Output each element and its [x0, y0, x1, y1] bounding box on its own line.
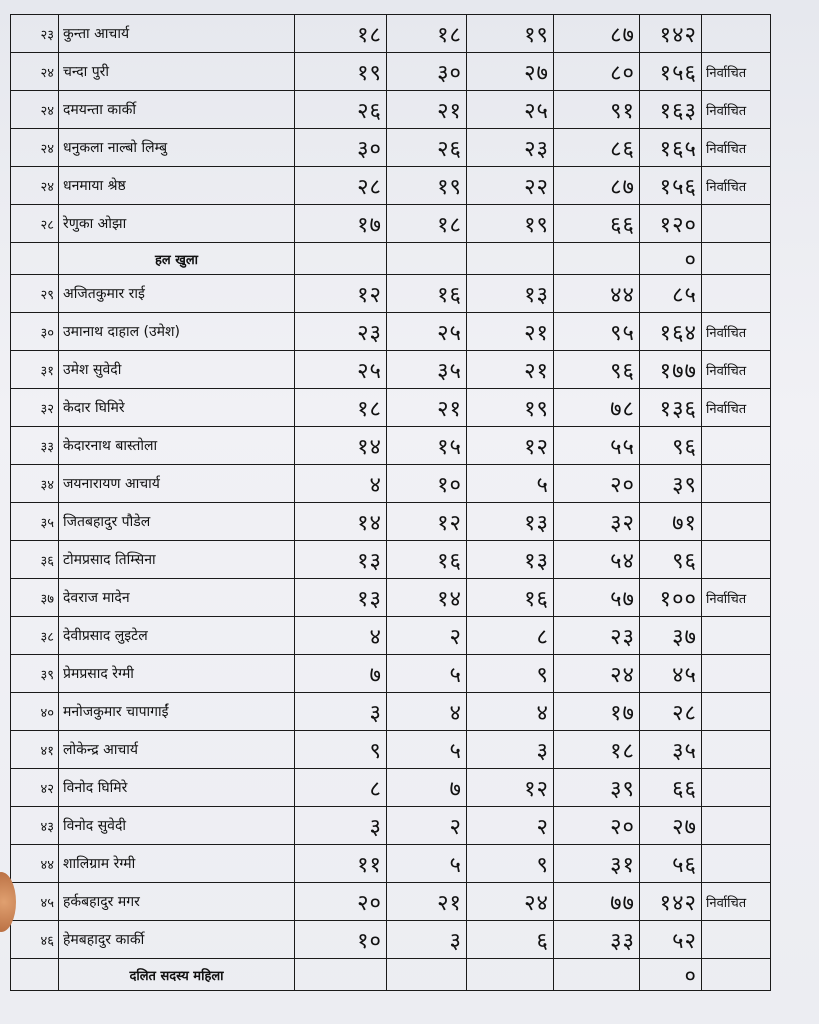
vote-count-2 [387, 243, 467, 275]
vote-count-4: २० [554, 807, 640, 845]
candidate-name: उमेश सुवेदी [59, 351, 295, 389]
election-status [702, 845, 771, 883]
election-status [702, 921, 771, 959]
vote-count-2: १९ [387, 167, 467, 205]
candidate-row [11, 503, 771, 541]
vote-count-1: १९ [295, 53, 387, 91]
vote-count-2: ३० [387, 53, 467, 91]
vote-total: २७ [640, 807, 702, 845]
vote-count-3: १२ [467, 769, 554, 807]
vote-count-1: ३ [295, 693, 387, 731]
vote-count-2: २१ [387, 389, 467, 427]
serial-number: ३५ [11, 503, 59, 541]
election-status [702, 617, 771, 655]
vote-count-1: ३ [295, 807, 387, 845]
election-status: निर्वाचित [702, 313, 771, 351]
serial-number: ३१ [11, 351, 59, 389]
serial-number: ४१ [11, 731, 59, 769]
candidate-name: हर्कबहादुर मगर [59, 883, 295, 921]
vote-count-4: २३ [554, 617, 640, 655]
vote-count-4: ८६ [554, 129, 640, 167]
vote-count-3: २ [467, 807, 554, 845]
vote-count-3: २२ [467, 167, 554, 205]
category-header-row [11, 243, 771, 275]
vote-count-2: ५ [387, 731, 467, 769]
vote-count-2: १५ [387, 427, 467, 465]
vote-total: १२० [640, 205, 702, 243]
vote-count-1: ४ [295, 465, 387, 503]
candidate-name: हेमबहादुर कार्की [59, 921, 295, 959]
election-status [702, 959, 771, 991]
vote-count-4: ९६ [554, 351, 640, 389]
election-status [702, 243, 771, 275]
vote-count-1: १८ [295, 389, 387, 427]
vote-total: १७७ [640, 351, 702, 389]
vote-total: ३५ [640, 731, 702, 769]
vote-total: ५२ [640, 921, 702, 959]
serial-number: ४४ [11, 845, 59, 883]
candidate-row [11, 91, 771, 129]
candidate-row [11, 617, 771, 655]
vote-total: ७१ [640, 503, 702, 541]
vote-count-table [10, 14, 771, 991]
candidate-name: प्रेमप्रसाद रेग्मी [59, 655, 295, 693]
vote-count-1: ३० [295, 129, 387, 167]
vote-total: ५६ [640, 845, 702, 883]
vote-count-2: ४ [387, 693, 467, 731]
vote-count-2: ५ [387, 845, 467, 883]
category-header-row [11, 959, 771, 991]
vote-count-3: १३ [467, 503, 554, 541]
vote-count-2: २१ [387, 883, 467, 921]
vote-count-4 [554, 243, 640, 275]
serial-number: ४० [11, 693, 59, 731]
vote-count-1: ४ [295, 617, 387, 655]
vote-count-1: २६ [295, 91, 387, 129]
candidate-name: देवीप्रसाद लुइटेल [59, 617, 295, 655]
vote-count-2: १२ [387, 503, 467, 541]
candidate-row [11, 921, 771, 959]
vote-count-3: ६ [467, 921, 554, 959]
serial-number [11, 959, 59, 991]
candidate-name: शालिग्राम रेग्मी [59, 845, 295, 883]
candidate-name: रेणुका ओझा [59, 205, 295, 243]
candidate-name: लोकेन्द्र आचार्य [59, 731, 295, 769]
vote-count-4: २४ [554, 655, 640, 693]
serial-number: ३० [11, 313, 59, 351]
vote-count-2: १४ [387, 579, 467, 617]
candidate-row [11, 351, 771, 389]
vote-count-2: १८ [387, 15, 467, 53]
vote-count-3: ९ [467, 845, 554, 883]
candidate-row [11, 731, 771, 769]
vote-count-2: २ [387, 617, 467, 655]
vote-total: १५६ [640, 167, 702, 205]
election-status [702, 465, 771, 503]
vote-count-4: ३२ [554, 503, 640, 541]
serial-number: ३२ [11, 389, 59, 427]
serial-number: २८ [11, 205, 59, 243]
vote-total: १३६ [640, 389, 702, 427]
vote-count-1: १० [295, 921, 387, 959]
vote-total: १५६ [640, 53, 702, 91]
vote-count-4: ५७ [554, 579, 640, 617]
candidate-name: देवराज मादेन [59, 579, 295, 617]
serial-number: २४ [11, 167, 59, 205]
serial-number: २४ [11, 53, 59, 91]
vote-total: ३७ [640, 617, 702, 655]
vote-total: ९६ [640, 541, 702, 579]
vote-count-3: २१ [467, 313, 554, 351]
vote-total: १६५ [640, 129, 702, 167]
vote-count-4: ७७ [554, 883, 640, 921]
candidate-row [11, 883, 771, 921]
vote-count-1: १४ [295, 503, 387, 541]
candidate-name: विनोद घिमिरे [59, 769, 295, 807]
category-title: हल खुला [59, 243, 295, 275]
vote-count-3: ३ [467, 731, 554, 769]
election-status [702, 503, 771, 541]
vote-count-4: ५५ [554, 427, 640, 465]
election-status [702, 275, 771, 313]
vote-total: २८ [640, 693, 702, 731]
candidate-name: जितबहादुर पौडेल [59, 503, 295, 541]
candidate-row [11, 313, 771, 351]
vote-count-1: १३ [295, 541, 387, 579]
serial-number: ३६ [11, 541, 59, 579]
vote-count-3: ९ [467, 655, 554, 693]
vote-count-2: १६ [387, 275, 467, 313]
candidate-row [11, 167, 771, 205]
candidate-name: विनोद सुवेदी [59, 807, 295, 845]
serial-number: ३४ [11, 465, 59, 503]
vote-count-3: १९ [467, 15, 554, 53]
candidate-row [11, 845, 771, 883]
vote-total: १४२ [640, 883, 702, 921]
vote-count-1 [295, 243, 387, 275]
candidate-name: कुन्ता आचार्य [59, 15, 295, 53]
vote-count-3: २३ [467, 129, 554, 167]
vote-count-3: २१ [467, 351, 554, 389]
election-status: निर्वाचित [702, 129, 771, 167]
vote-total: ३९ [640, 465, 702, 503]
vote-count-4: ३१ [554, 845, 640, 883]
serial-number: २४ [11, 91, 59, 129]
vote-count-3: १९ [467, 205, 554, 243]
vote-count-3: ८ [467, 617, 554, 655]
vote-count-4: ८७ [554, 167, 640, 205]
vote-count-3 [467, 959, 554, 991]
candidate-row [11, 53, 771, 91]
vote-count-3: १६ [467, 579, 554, 617]
vote-count-4: ३९ [554, 769, 640, 807]
election-status [702, 769, 771, 807]
candidate-row [11, 655, 771, 693]
election-status: निर्वाचित [702, 91, 771, 129]
vote-count-2: ७ [387, 769, 467, 807]
vote-count-3 [467, 243, 554, 275]
election-status: निर्वाचित [702, 167, 771, 205]
election-status [702, 205, 771, 243]
vote-count-3: २४ [467, 883, 554, 921]
election-status: निर्वाचित [702, 389, 771, 427]
vote-count-1: ९ [295, 731, 387, 769]
vote-count-4: ९५ [554, 313, 640, 351]
candidate-row [11, 15, 771, 53]
vote-count-1: ८ [295, 769, 387, 807]
vote-count-3: १३ [467, 541, 554, 579]
vote-count-1: २५ [295, 351, 387, 389]
election-status [702, 807, 771, 845]
candidate-row [11, 205, 771, 243]
vote-count-4: ८७ [554, 15, 640, 53]
vote-count-4 [554, 959, 640, 991]
vote-count-3: ४ [467, 693, 554, 731]
candidate-row [11, 579, 771, 617]
vote-count-1: १४ [295, 427, 387, 465]
vote-count-3: २५ [467, 91, 554, 129]
election-status [702, 541, 771, 579]
candidate-name: उमानाथ दाहाल (उमेश) [59, 313, 295, 351]
serial-number: ३८ [11, 617, 59, 655]
serial-number [11, 243, 59, 275]
candidate-row [11, 693, 771, 731]
vote-count-4: १७ [554, 693, 640, 731]
vote-count-1: २८ [295, 167, 387, 205]
category-title: दलित सदस्य महिला [59, 959, 295, 991]
vote-count-3: २७ [467, 53, 554, 91]
vote-count-4: ७८ [554, 389, 640, 427]
candidate-name: टोमप्रसाद तिम्सिना [59, 541, 295, 579]
vote-total: १६४ [640, 313, 702, 351]
vote-count-1: १७ [295, 205, 387, 243]
election-status: निर्वाचित [702, 351, 771, 389]
vote-count-2 [387, 959, 467, 991]
candidate-name: अजितकुमार राई [59, 275, 295, 313]
candidate-name: केदार घिमिरे [59, 389, 295, 427]
election-status [702, 427, 771, 465]
candidate-row [11, 389, 771, 427]
vote-total: १०० [640, 579, 702, 617]
candidate-row [11, 807, 771, 845]
serial-number: २४ [11, 129, 59, 167]
election-status [702, 731, 771, 769]
vote-count-3: १२ [467, 427, 554, 465]
serial-number: ३९ [11, 655, 59, 693]
vote-total: ० [640, 959, 702, 991]
vote-count-3: ५ [467, 465, 554, 503]
vote-count-2: ३ [387, 921, 467, 959]
vote-count-4: ४४ [554, 275, 640, 313]
vote-count-1: २० [295, 883, 387, 921]
vote-count-4: ६६ [554, 205, 640, 243]
vote-count-4: ९१ [554, 91, 640, 129]
vote-count-2: २६ [387, 129, 467, 167]
serial-number: ४५ [11, 883, 59, 921]
vote-count-2: १६ [387, 541, 467, 579]
vote-total: ६६ [640, 769, 702, 807]
serial-number: ३३ [11, 427, 59, 465]
vote-total: ८५ [640, 275, 702, 313]
vote-count-1: ११ [295, 845, 387, 883]
vote-count-2: २ [387, 807, 467, 845]
serial-number: ४२ [11, 769, 59, 807]
serial-number: ३७ [11, 579, 59, 617]
vote-count-1: १८ [295, 15, 387, 53]
serial-number: ४६ [11, 921, 59, 959]
candidate-row [11, 129, 771, 167]
vote-count-4: २० [554, 465, 640, 503]
election-status: निर्वाचित [702, 53, 771, 91]
election-status [702, 693, 771, 731]
election-status [702, 15, 771, 53]
vote-count-1 [295, 959, 387, 991]
election-status: निर्वाचित [702, 579, 771, 617]
election-status [702, 655, 771, 693]
candidate-name: दमयन्ता कार्की [59, 91, 295, 129]
vote-count-4: ५४ [554, 541, 640, 579]
vote-count-3: १३ [467, 275, 554, 313]
vote-count-4: १८ [554, 731, 640, 769]
vote-total: ४५ [640, 655, 702, 693]
candidate-row [11, 465, 771, 503]
vote-count-1: १२ [295, 275, 387, 313]
vote-count-1: ७ [295, 655, 387, 693]
candidate-name: जयनारायण आचार्य [59, 465, 295, 503]
vote-count-2: ५ [387, 655, 467, 693]
vote-count-2: ३५ [387, 351, 467, 389]
vote-count-1: १३ [295, 579, 387, 617]
vote-total: १६३ [640, 91, 702, 129]
vote-count-3: १९ [467, 389, 554, 427]
vote-count-4: ८० [554, 53, 640, 91]
candidate-name: चन्दा पुरी [59, 53, 295, 91]
vote-total: ९६ [640, 427, 702, 465]
vote-count-1: २३ [295, 313, 387, 351]
candidate-row [11, 541, 771, 579]
serial-number: ४३ [11, 807, 59, 845]
vote-count-2: २१ [387, 91, 467, 129]
candidate-row [11, 427, 771, 465]
vote-total: ० [640, 243, 702, 275]
serial-number: २९ [11, 275, 59, 313]
vote-count-2: १० [387, 465, 467, 503]
candidate-name: धनमाया श्रेष्ठ [59, 167, 295, 205]
serial-number: २३ [11, 15, 59, 53]
candidate-row [11, 769, 771, 807]
candidate-name: केदारनाथ बास्तोला [59, 427, 295, 465]
vote-total: १४२ [640, 15, 702, 53]
candidate-row [11, 275, 771, 313]
candidate-name: मनोजकुमार चापागाईं [59, 693, 295, 731]
vote-count-2: १८ [387, 205, 467, 243]
vote-count-2: २५ [387, 313, 467, 351]
candidate-name: धनुकला नाल्बो लिम्बु [59, 129, 295, 167]
vote-count-4: ३३ [554, 921, 640, 959]
election-status: निर्वाचित [702, 883, 771, 921]
